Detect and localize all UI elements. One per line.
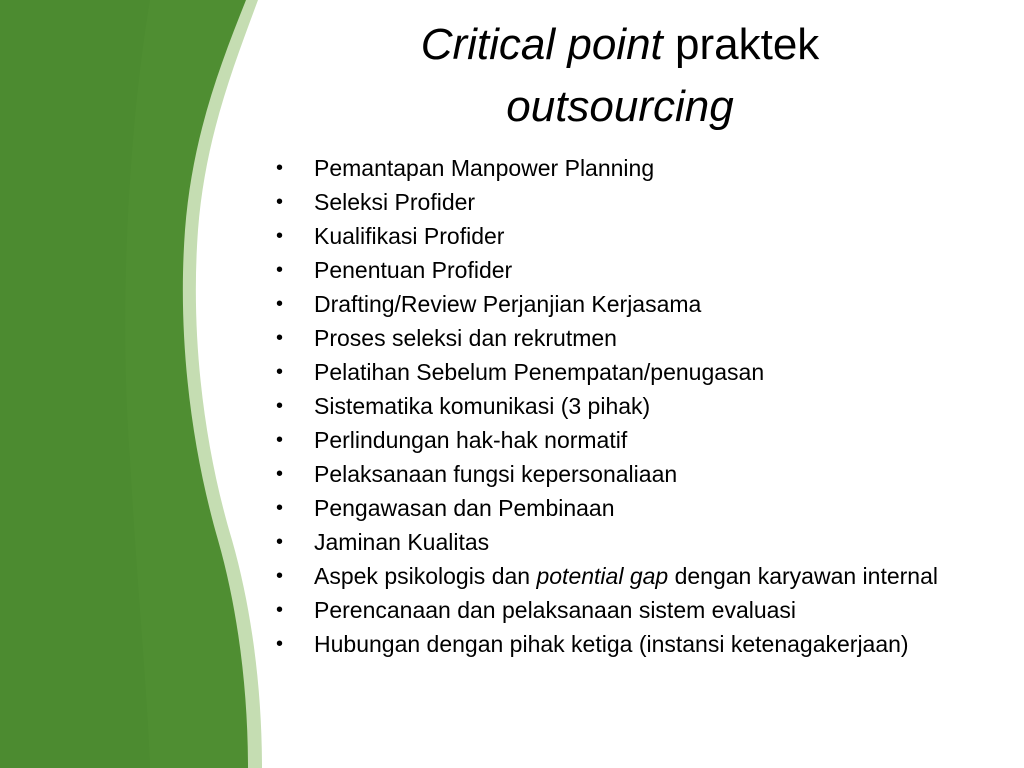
- bullet-item: [270, 223, 950, 249]
- bullet-item: [270, 155, 950, 181]
- slide-title: [300, 14, 940, 138]
- bullet-item: [270, 427, 950, 453]
- bullet-dot-icon: •: [276, 463, 284, 485]
- bullet-text: Seleksi Profider: [314, 189, 476, 215]
- bullet-item: [270, 393, 950, 419]
- bullet-item: [270, 461, 950, 487]
- bullet-text: Hubungan dengan pihak ketiga (instansi ketenagakerjaan): [314, 631, 909, 657]
- bullet-text: Drafting/Review Perjanjian Kerjasama: [314, 291, 702, 317]
- bullet-text-italic: potential gap: [536, 563, 669, 589]
- bullet-item: [270, 631, 950, 657]
- bullet-dot-icon: •: [276, 293, 284, 315]
- bullet-item: [270, 257, 950, 283]
- bullet-item: [270, 291, 950, 317]
- bullet-text: Penentuan Profider: [314, 257, 513, 283]
- bullet-dot-icon: •: [276, 361, 284, 383]
- bullet-text-post: dengan karyawan internal: [668, 563, 938, 589]
- green-side-band: [0, 0, 270, 768]
- bullet-item: [270, 359, 950, 385]
- bullet-dot-icon: •: [276, 259, 284, 281]
- bullet-dot-icon: •: [276, 429, 284, 451]
- bullet-dot-icon: •: [276, 225, 284, 247]
- bullet-item: [270, 563, 950, 589]
- bullet-text: Proses seleksi dan rekrutmen: [314, 325, 617, 351]
- bullet-item: [270, 189, 950, 215]
- bullet-text: Sistematika komunikasi (3 pihak): [314, 393, 651, 419]
- bullet-dot-icon: •: [276, 157, 284, 179]
- title-part-italic: Critical point: [420, 20, 663, 69]
- bullet-item: [270, 529, 950, 555]
- bullet-dot-icon: •: [276, 497, 284, 519]
- bullet-dot-icon: •: [276, 633, 284, 655]
- bullet-dot-icon: •: [276, 327, 284, 349]
- bullet-item: [270, 495, 950, 521]
- title-part-regular: praktek: [662, 20, 820, 69]
- bullet-text: Pemantapan Manpower Planning: [314, 155, 655, 181]
- bullet-dot-icon: •: [276, 191, 284, 213]
- bullet-text: Pelatihan Sebelum Penempatan/penugasan: [314, 359, 765, 385]
- bullet-dot-icon: •: [276, 565, 284, 587]
- bullet-dot-icon: •: [276, 531, 284, 553]
- bullet-text: Perencanaan dan pelaksanaan sistem evaluasi: [314, 597, 797, 623]
- bullet-text: Jaminan Kualitas: [314, 529, 490, 555]
- bullet-text: Perlindungan hak-hak normatif: [314, 427, 628, 453]
- bullet-item: [270, 597, 950, 623]
- bullet-dot-icon: •: [276, 599, 284, 621]
- bullet-text: Pengawasan dan Pembinaan: [314, 495, 615, 521]
- bullet-item: [270, 325, 950, 351]
- bullet-text: Kualifikasi Profider: [314, 223, 505, 249]
- title-part-outsourcing: outsourcing: [506, 82, 734, 131]
- bullet-dot-icon: •: [276, 395, 284, 417]
- bullet-list: [270, 155, 950, 665]
- bullet-text: Pelaksanaan fungsi kepersonaliaan: [314, 461, 678, 487]
- bullet-text-pre: Aspek psikologis dan: [314, 563, 537, 589]
